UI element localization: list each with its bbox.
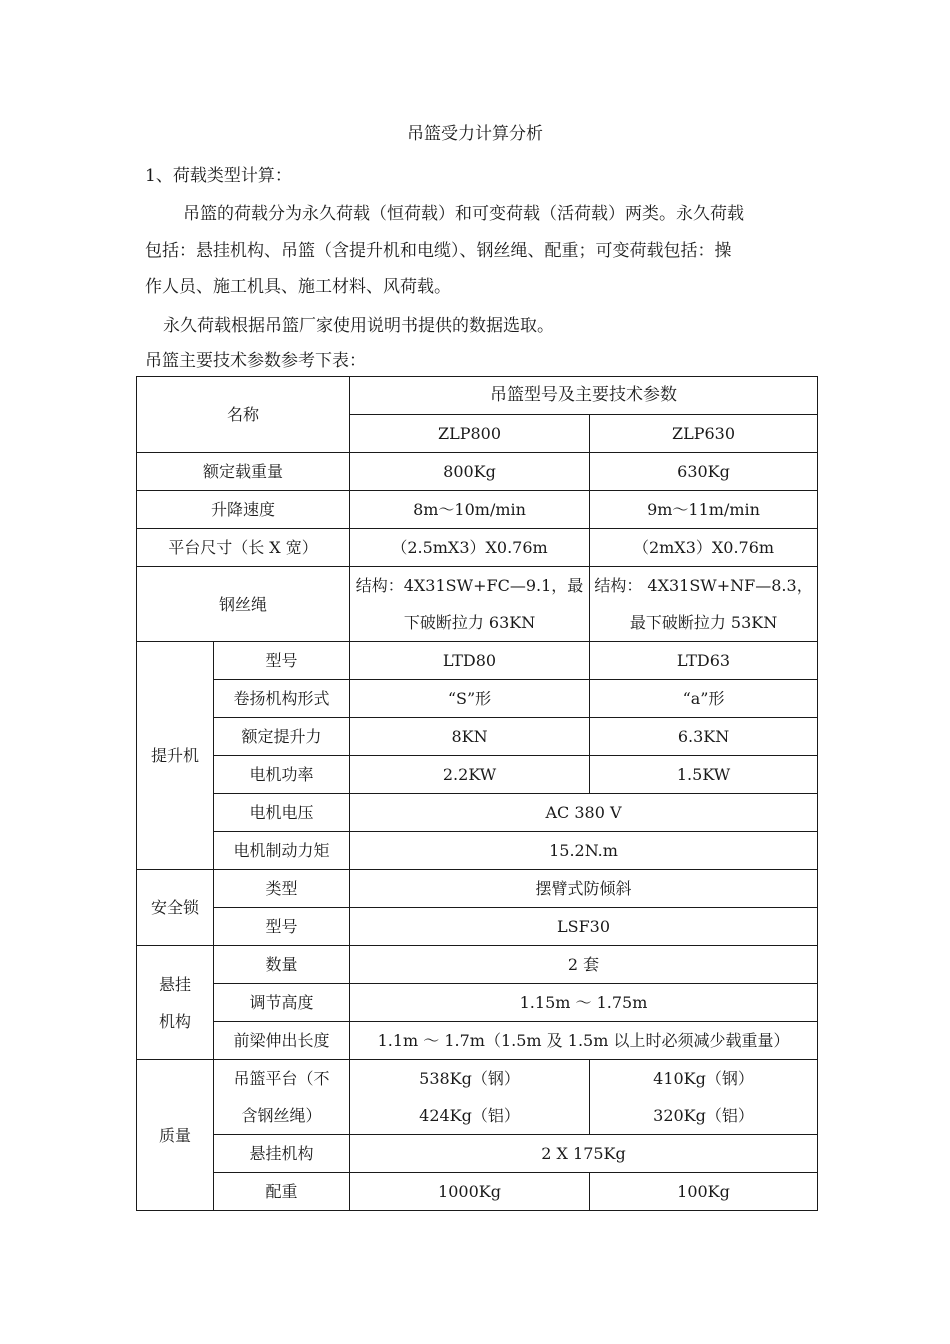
- cell-a: [350, 567, 590, 642]
- name-header: 名称: [137, 377, 350, 453]
- cell-b: 630Kg: [590, 453, 818, 491]
- row-label: 升降速度: [137, 491, 350, 529]
- row-label: 配重: [214, 1173, 350, 1211]
- row-label: 额定提升力: [214, 718, 350, 756]
- cell-span: 摆臂式防倾斜: [350, 870, 818, 908]
- table-row: [137, 1173, 818, 1211]
- cell-b: LTD63: [590, 642, 818, 680]
- row-label: 平台尺寸（长 X 宽）: [137, 529, 350, 567]
- row-label: 型号: [214, 908, 350, 946]
- table-row: [137, 946, 818, 984]
- mass-platform-label-line-1: 吊篮平台（不: [233, 1069, 330, 1088]
- cell-a: 1000Kg: [350, 1173, 590, 1211]
- cell-a: （2.5mX3）X0.76m: [350, 529, 590, 567]
- row-label: [214, 1060, 350, 1135]
- row-label: 前梁伸出长度: [214, 1022, 350, 1060]
- row-label: 卷扬机构形式: [214, 680, 350, 718]
- table-row: [137, 529, 818, 567]
- table-row: [137, 756, 818, 794]
- table-row: [137, 491, 818, 529]
- paragraph-1-line-2: 包括：悬挂机构、吊篮（含提升机和电缆）、钢丝绳、配重；可变荷载包括：操: [145, 241, 732, 261]
- cell-b: [590, 1060, 818, 1135]
- mass-platform-label-line-2: 含钢丝绳）: [241, 1106, 322, 1125]
- table-row: [137, 567, 818, 642]
- cell-b: 1.5KW: [590, 756, 818, 794]
- page-title: 吊篮受力计算分析: [407, 124, 543, 144]
- cell-a: 800Kg: [350, 453, 590, 491]
- safety-lock-group-label: 安全锁: [137, 870, 214, 946]
- table-row: [137, 984, 818, 1022]
- cell-b: 9m～11m/min: [590, 491, 818, 529]
- row-label: 悬挂机构: [214, 1135, 350, 1173]
- cell-a: LTD80: [350, 642, 590, 680]
- row-label: 型号: [214, 642, 350, 680]
- cell-b: 6.3KN: [590, 718, 818, 756]
- cell-span: 2 X 175Kg: [350, 1135, 818, 1173]
- rope-a-line-1: 结构：4X31SW+FC—9.1，最: [355, 576, 584, 595]
- row-label: 调节高度: [214, 984, 350, 1022]
- cell-a: “S”形: [350, 680, 590, 718]
- cell-b: （2mX3）X0.76m: [590, 529, 818, 567]
- mass-b-line-2: 320Kg（铝）: [653, 1106, 754, 1125]
- mass-a-line-2: 424Kg（铝）: [419, 1106, 520, 1125]
- table-row: [137, 794, 818, 832]
- row-label: 额定载重量: [137, 453, 350, 491]
- cell-span: 2 套: [350, 946, 818, 984]
- row-label: 电机电压: [214, 794, 350, 832]
- suspension-group-label: [137, 946, 214, 1060]
- paragraph-3: 吊篮主要技术参数参考下表：: [145, 351, 366, 371]
- table-row: [137, 680, 818, 718]
- cell-span: AC 380 V: [350, 794, 818, 832]
- row-label: 电机制动力矩: [214, 832, 350, 870]
- table-row: [137, 1060, 818, 1135]
- table-row: [137, 718, 818, 756]
- cell-span: 1.15m ～ 1.75m: [350, 984, 818, 1022]
- row-label: 电机功率: [214, 756, 350, 794]
- hoist-group-label: 提升机: [137, 642, 214, 870]
- spec-table: [136, 376, 818, 1211]
- rope-b-line-2: 最下破断拉力 53KN: [629, 613, 778, 632]
- table-row: [137, 377, 818, 415]
- table-row: [137, 832, 818, 870]
- group-header: 吊篮型号及主要技术参数: [350, 377, 818, 415]
- row-label: 钢丝绳: [137, 567, 350, 642]
- paragraph-1-line-1: 吊篮的荷载分为永久荷载（恒荷载）和可变荷载（活荷载）两类。永久荷载: [183, 204, 744, 224]
- table-row: [137, 1022, 818, 1060]
- row-label: 数量: [214, 946, 350, 984]
- table-row: [137, 453, 818, 491]
- cell-a: [350, 1060, 590, 1135]
- cell-span: 1.1m ～ 1.7m（1.5m 及 1.5m 以上时必须减少载重量）: [350, 1022, 818, 1060]
- cell-b: “a”形: [590, 680, 818, 718]
- rope-a-line-2: 下破断拉力 63KN: [403, 613, 536, 632]
- cell-a: 2.2KW: [350, 756, 590, 794]
- paragraph-1-line-3: 作人员、施工机具、施工材料、风荷载。: [145, 277, 451, 297]
- row-label: 类型: [214, 870, 350, 908]
- section-heading: 1、荷载类型计算：: [145, 166, 292, 186]
- mass-b-line-1: 410Kg（钢）: [653, 1069, 754, 1088]
- cell-b: 100Kg: [590, 1173, 818, 1211]
- cell-span: 15.2N.m: [350, 832, 818, 870]
- table-row: [137, 1135, 818, 1173]
- cell-a: 8m～10m/min: [350, 491, 590, 529]
- model-a-header: ZLP800: [350, 415, 590, 453]
- suspension-label-line-1: 悬挂: [158, 974, 191, 994]
- paragraph-2: 永久荷载根据吊篮厂家使用说明书提供的数据选取。: [163, 316, 554, 336]
- rope-b-line-1: 结构： 4X31SW+NF—8.3，: [594, 576, 813, 595]
- table-row: [137, 870, 818, 908]
- cell-a: 8KN: [350, 718, 590, 756]
- suspension-label-line-2: 机构: [158, 1011, 191, 1031]
- model-b-header: ZLP630: [590, 415, 818, 453]
- cell-span: LSF30: [350, 908, 818, 946]
- table-row: [137, 908, 818, 946]
- cell-b: [590, 567, 818, 642]
- mass-group-label: 质量: [137, 1060, 214, 1211]
- table-row: [137, 642, 818, 680]
- mass-a-line-1: 538Kg（钢）: [419, 1069, 520, 1088]
